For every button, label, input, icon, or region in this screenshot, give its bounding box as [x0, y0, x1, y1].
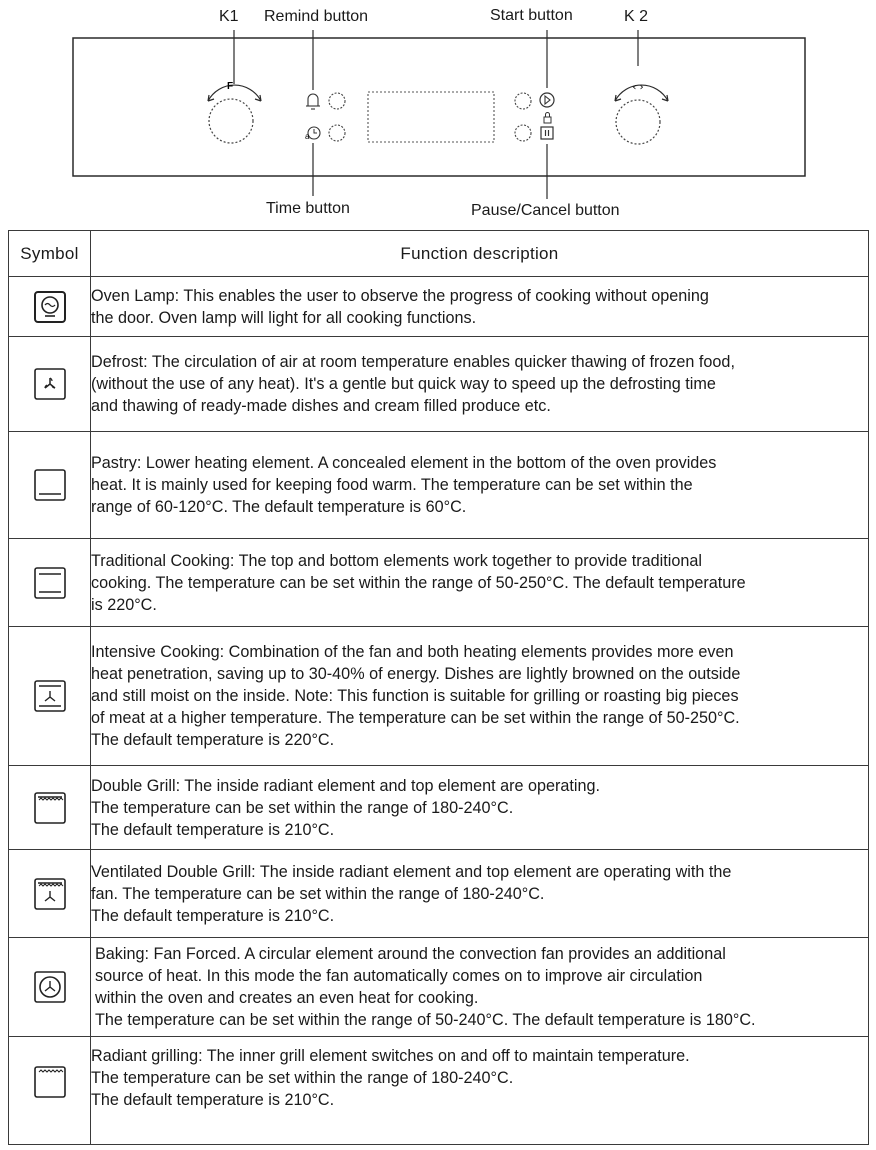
control-panel-outline [73, 38, 805, 176]
table-row [9, 539, 869, 627]
top-bottom-heat-icon [33, 566, 67, 600]
remind-bell-icon [306, 94, 320, 109]
k2-mark: ‹ › [632, 82, 644, 93]
play-icon [540, 93, 554, 107]
table-row [9, 432, 869, 539]
oven-lamp-icon [33, 290, 67, 324]
oven-lamp-description: Oven Lamp: This enables the user to observe the progress of cooking without opening the door. Oven lamp will light for all cooking functions. [91, 277, 869, 337]
k1-label: K1 [219, 8, 239, 25]
baking-description: Baking: Fan Forced. A circular element around the convection fan provides an additional source of heat. In this mode the fan automatically comes on to improve air circulation within the oven and creates an even heat for cooking. The temperature can be set within the range of 50-240°C. The default temperature is 180°C. [91, 938, 869, 1037]
remind-button-label: Remind button [264, 8, 369, 25]
fan-double-grill-icon [33, 877, 67, 911]
defrost-fan-icon [33, 367, 67, 401]
double-grill-icon [33, 791, 67, 825]
double-grill-description: Double Grill: The inside radiant element and top element are operating. The temperature can be set within the range of 180-240°C. The default temperature is 210°C. [91, 766, 869, 850]
traditional-cooking-description: Traditional Cooking: The top and bottom elements work together to provide traditional cooking. The temperature can be set within the range of 50-250°C. The default temperature is 220°C. [91, 539, 869, 627]
table-row [9, 277, 869, 337]
start-button-label: Start button [490, 7, 573, 24]
k2-knob[interactable] [615, 85, 668, 144]
k2-label: K 2 [624, 8, 649, 25]
table-row [9, 766, 869, 850]
bottom-heat-icon [33, 468, 67, 502]
function-table [8, 230, 869, 1145]
time-clock-icon [305, 127, 320, 141]
radiant-grilling-description: Radiant grilling: The inner grill element switches on and off to maintain temperature. The temperature can be set within the range of 180-240°C. The default temperature is 210°C. [91, 1037, 869, 1145]
pause-icon [541, 127, 553, 139]
pause-cancel-button-label: Pause/Cancel button [471, 202, 620, 219]
table-row [9, 627, 869, 766]
pastry-description: Pastry: Lower heating element. A concealed element in the bottom of the oven provides heat. It is mainly used for keeping food warm. The temperature can be set within the range of 60-120°C. The default temperature is 60°C. [91, 432, 869, 539]
intensive-cooking-description: Intensive Cooking: Combination of the fan and both heating elements provides more even heat penetration, saving up to 30-40% of energy. Dishes are lightly browned on the outside and still moist on the inside. Note: This function is suitable for grilling or roasting big pieces of meat at a higher temperature. The temperature can be set within the range of 50-250°C. The default temperature is 220°C. [91, 627, 869, 766]
control-panel-diagram [0, 0, 876, 225]
fan-forced-icon [33, 970, 67, 1004]
svg-text:a: a [305, 132, 310, 141]
time-button[interactable] [329, 125, 345, 141]
child-lock-icon [544, 113, 551, 124]
description-header: Function description [91, 231, 869, 277]
fan-top-bottom-icon [33, 679, 67, 713]
remind-button[interactable] [329, 93, 345, 109]
ventilated-double-grill-description: Ventilated Double Grill: The inside radiant element and top element are operating with the fan. The temperature can be set within the range of 180-240°C. The default temperature is 210°C. [91, 850, 869, 938]
pause-cancel-button[interactable] [515, 125, 531, 141]
time-button-label: Time button [266, 200, 350, 217]
table-row [9, 1037, 869, 1145]
defrost-description: Defrost: The circulation of air at room temperature enables quicker thawing of frozen food, (without the use of any heat). It's a gentle but quick way to speed up the defrosting time and thawing of ready-made dishes and cream filled produce etc. [91, 337, 869, 432]
table-row [9, 850, 869, 938]
table-row [9, 337, 869, 432]
k1-knob[interactable] [208, 85, 261, 143]
k1-mark: F [226, 81, 234, 92]
table-row [9, 938, 869, 1037]
start-button[interactable] [515, 93, 531, 109]
display-window [368, 92, 494, 142]
table-header-row [9, 231, 869, 277]
radiant-grill-icon [33, 1065, 67, 1099]
symbol-header: Symbol [9, 231, 91, 277]
